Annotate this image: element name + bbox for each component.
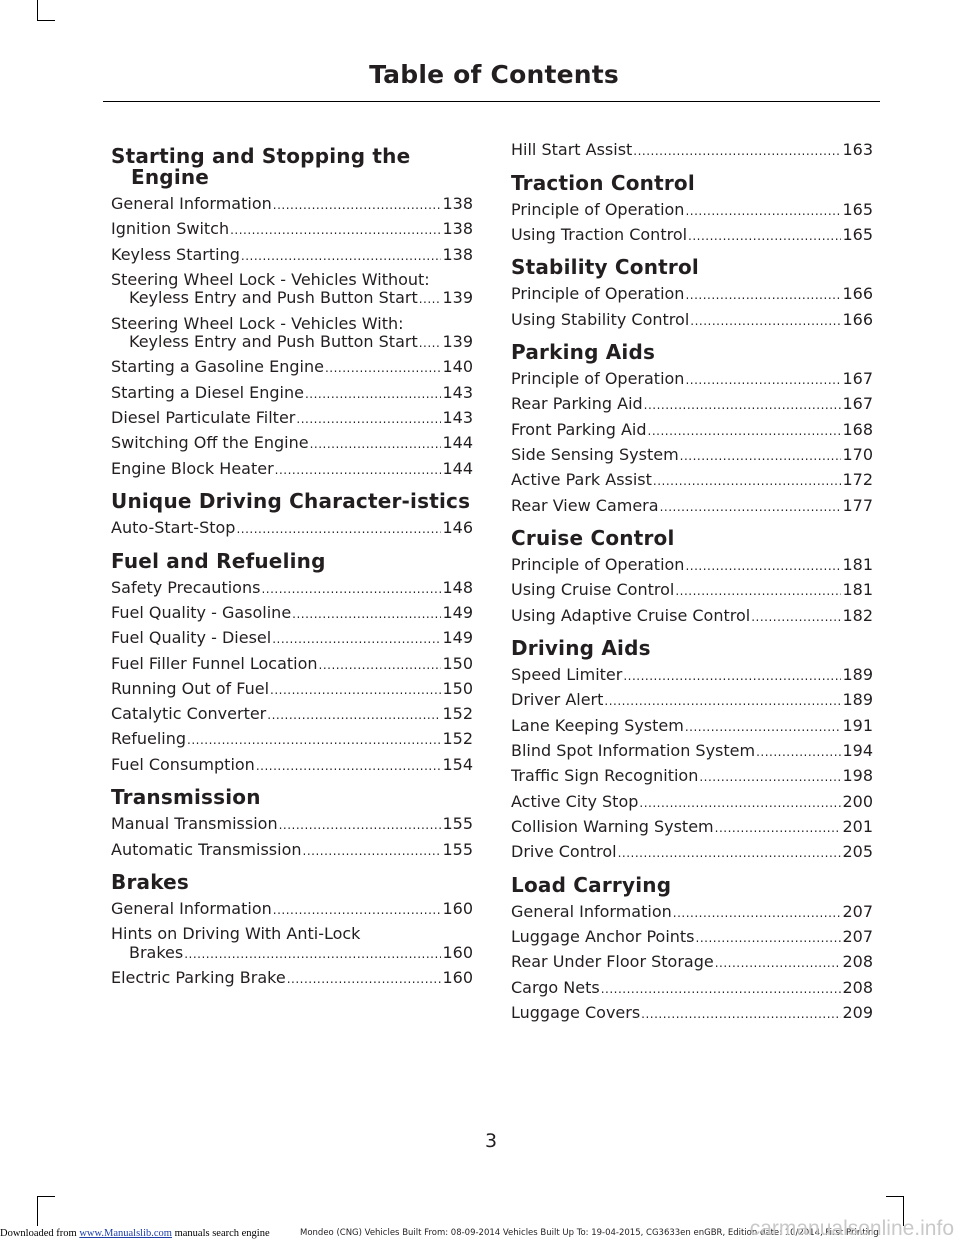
dot-leader	[270, 681, 441, 700]
page-ref: 143	[442, 382, 473, 402]
entry-title: Keyless Starting	[111, 244, 240, 264]
toc-entry[interactable]	[111, 900, 473, 920]
dot-leader	[296, 410, 441, 429]
entry-title: Refueling	[111, 729, 187, 749]
toc-entry[interactable]	[111, 841, 473, 861]
left-column	[111, 140, 473, 1001]
toc-entry[interactable]	[111, 680, 473, 700]
entry-title: Using Stability Control	[511, 309, 690, 329]
crop-mark-bottom-left-v	[37, 1196, 38, 1226]
entry-title: Collision Warning System	[511, 816, 714, 836]
dot-leader	[275, 461, 442, 480]
page-number: 3	[485, 1130, 498, 1152]
toc-entry[interactable]	[511, 421, 873, 441]
entry-title: Hints on Driving With Anti-Lock	[111, 924, 361, 944]
dot-leader	[230, 221, 441, 240]
manual-info-footer: Mondeo (CNG) Vehicles Built From: 08-09-2014 Vehicles Built Up To: 19-04-2015, CG3633en enGBR, Edition date: 10/2014, First Printing	[300, 1228, 879, 1238]
entry-title: Using Adaptive Cruise Control	[511, 605, 751, 625]
toc-entry[interactable]	[511, 497, 873, 517]
toc-entry[interactable]	[111, 220, 473, 240]
entry-title: Using Traction Control	[511, 224, 688, 244]
entry-title: Driver Alert	[511, 690, 604, 710]
dot-leader	[305, 385, 441, 404]
page-ref: 181	[842, 555, 873, 575]
page-ref: 166	[842, 284, 873, 304]
dot-leader	[715, 819, 842, 838]
section-title: Transmission	[111, 785, 261, 810]
dot-leader	[696, 929, 842, 948]
toc-section	[511, 872, 873, 1024]
page-ref: 207	[842, 901, 873, 921]
page-ref: 150	[442, 678, 473, 698]
toc-entry[interactable]	[511, 979, 873, 999]
page-ref: 189	[842, 665, 873, 685]
toc-entry[interactable]	[511, 226, 873, 246]
page-ref: 144	[442, 458, 473, 478]
dot-leader	[633, 142, 841, 161]
page-ref: 138	[442, 244, 473, 264]
toc-section	[111, 872, 473, 989]
dot-leader	[685, 371, 841, 390]
toc-entry[interactable]	[111, 756, 473, 776]
dot-leader	[680, 447, 842, 466]
page-ref: 154	[442, 754, 473, 774]
manualslib-link[interactable]: www.Manualslib.com	[79, 1228, 172, 1239]
toc-entry[interactable]	[111, 519, 473, 539]
page-ref: 138	[442, 194, 473, 213]
dot-leader	[751, 608, 841, 627]
toc-entry[interactable]	[111, 434, 473, 454]
section-title: Stability Control	[511, 255, 699, 280]
dot-leader	[187, 731, 441, 750]
entry-title: Fuel Filler Funnel Location	[111, 653, 318, 673]
page-ref: 207	[842, 927, 873, 947]
entry-title: Fuel Consumption	[111, 754, 255, 774]
toc-entry[interactable]	[111, 384, 473, 404]
entry-title: Speed Limiter	[511, 665, 623, 685]
toc-entry[interactable]	[511, 446, 873, 466]
dot-leader	[688, 227, 841, 246]
entry-title: General Information	[511, 901, 672, 921]
toc-section	[111, 146, 473, 479]
entry-title: Fuel Quality - Gasoline	[111, 602, 292, 622]
entry-title: Running Out of Fuel	[111, 678, 270, 698]
toc-entry[interactable]	[511, 1004, 873, 1024]
entry-title: Traffic Sign Recognition	[511, 766, 699, 786]
entry-title: Steering Wheel Lock - Vehicles With:	[111, 313, 404, 333]
dot-leader	[690, 312, 841, 331]
right-column	[511, 141, 873, 1035]
page-ref: 167	[842, 369, 873, 389]
entry-title: Engine Block Heater	[111, 458, 274, 478]
page-ref: 194	[842, 741, 873, 761]
dot-leader	[184, 945, 441, 964]
toc-entry[interactable]	[511, 556, 873, 576]
toc-entry[interactable]	[111, 195, 473, 215]
dot-leader	[292, 605, 441, 624]
entry-title: Using Cruise Control	[511, 580, 675, 600]
section-title: Starting and Stopping the Engine	[111, 144, 411, 189]
dot-leader	[236, 520, 441, 539]
entry-title: Electric Parking Brake	[111, 968, 286, 988]
toc-entry[interactable]	[111, 969, 473, 989]
entry-title: Steering Wheel Lock - Vehicles Without:	[111, 269, 430, 289]
toc-entry[interactable]	[511, 928, 873, 948]
entry-title: Active Park Assist	[511, 470, 652, 490]
dot-leader	[419, 290, 442, 309]
page-ref: 205	[842, 842, 873, 862]
dot-leader	[660, 498, 842, 517]
entry-title: Safety Precautions	[111, 577, 261, 597]
page-ref: 143	[442, 408, 473, 428]
entry-title: Cargo Nets	[511, 977, 600, 997]
toc-entry[interactable]	[511, 201, 873, 221]
toc-entry[interactable]	[511, 471, 873, 491]
toc-entry[interactable]	[111, 629, 473, 649]
dot-leader	[604, 692, 841, 711]
page-title: Table of Contents	[369, 60, 619, 89]
dot-leader	[256, 757, 442, 776]
toc-entry[interactable]	[511, 717, 873, 737]
entry-title: Luggage Covers	[511, 1002, 641, 1022]
dot-leader	[623, 667, 841, 686]
dot-leader	[644, 396, 842, 415]
brand-watermark: carmanualsonline.info	[749, 1217, 954, 1240]
section-title: Load Carrying	[511, 872, 672, 897]
entry-title: Catalytic Converter	[111, 704, 267, 724]
entry-title: Hill Start Assist	[511, 140, 633, 159]
page-ref: 198	[842, 766, 873, 786]
dot-leader	[685, 718, 842, 737]
section-title: Cruise Control	[511, 526, 675, 551]
toc-entry[interactable]	[511, 141, 873, 161]
page-ref: 208	[842, 952, 873, 972]
dot-leader	[641, 1005, 841, 1024]
crop-mark-top-left-v	[37, 0, 38, 20]
toc-section	[111, 491, 473, 539]
dot-leader	[675, 582, 841, 601]
entry-title: Diesel Particulate Filter	[111, 408, 296, 428]
dot-leader	[261, 580, 441, 599]
entry-title: Principle of Operation	[511, 199, 685, 219]
dot-leader	[673, 904, 842, 923]
page-ref: 139	[442, 332, 473, 352]
page-ref: 144	[442, 433, 473, 453]
toc-entry[interactable]	[511, 767, 873, 787]
page-ref: 150	[442, 653, 473, 673]
toc-section	[511, 257, 873, 330]
page-ref: 191	[842, 715, 873, 735]
toc-entry[interactable]	[111, 815, 473, 835]
dot-leader	[601, 980, 842, 999]
download-suffix: manuals search engine	[171, 1228, 270, 1239]
entry-title: Auto-Start-Stop	[111, 518, 236, 538]
page-ref: 160	[442, 899, 473, 919]
download-prefix: Downloaded from	[0, 1228, 80, 1239]
toc-entry[interactable]	[111, 604, 473, 624]
page-ref: 172	[842, 470, 873, 490]
entry-title: Rear Parking Aid	[511, 394, 643, 414]
dot-leader	[279, 816, 442, 835]
section-title: Unique Driving Character-istics	[111, 489, 471, 514]
toc-entry[interactable]	[511, 311, 873, 331]
section-title: Traction Control	[511, 170, 695, 195]
entry-title: Blind Spot Information System	[511, 741, 756, 761]
section-title: Driving Aids	[511, 636, 651, 661]
toc-entry[interactable]	[511, 370, 873, 390]
page-ref: 165	[842, 199, 873, 219]
page-ref: 138	[442, 219, 473, 239]
entry-title: Luggage Anchor Points	[511, 927, 695, 947]
toc-entry[interactable]	[511, 607, 873, 627]
section-title: Parking Aids	[511, 340, 656, 365]
page-ref: 140	[442, 357, 473, 377]
dot-leader	[273, 196, 442, 215]
entry-title: Active City Stop	[511, 791, 639, 811]
dot-leader	[618, 844, 842, 863]
toc-entry[interactable]	[111, 579, 473, 599]
page-ref: 201	[842, 816, 873, 836]
dot-leader	[685, 202, 841, 221]
toc-section	[111, 787, 473, 860]
crop-mark-bottom-right-h	[886, 1196, 904, 1197]
entry-title: General Information	[111, 194, 272, 213]
page-ref: 152	[442, 704, 473, 724]
entry-title: Ignition Switch	[111, 219, 230, 239]
toc-section	[511, 638, 873, 863]
dot-leader	[653, 472, 842, 491]
dot-leader	[648, 422, 842, 441]
page-ref: 182	[842, 605, 873, 625]
page-ref: 200	[842, 791, 873, 811]
toc-entry[interactable]	[511, 581, 873, 601]
page-ref: 160	[442, 942, 473, 962]
page-ref: 149	[442, 628, 473, 648]
dot-leader	[756, 743, 841, 762]
page-ref: 152	[442, 729, 473, 749]
crop-mark-bottom-left-h	[37, 1196, 55, 1197]
entry-title: Front Parking Aid	[511, 419, 647, 439]
toc-entry[interactable]	[511, 953, 873, 973]
entry-title-continued: Brakes	[129, 942, 184, 962]
page-ref: 155	[442, 814, 473, 834]
download-notice	[0, 1228, 270, 1239]
dot-leader	[639, 794, 841, 813]
dot-leader	[303, 842, 442, 861]
dot-leader	[310, 435, 442, 454]
dot-leader	[685, 557, 841, 576]
toc-entry[interactable]	[111, 655, 473, 675]
toc-entry[interactable]	[111, 730, 473, 750]
header-rule	[103, 101, 880, 102]
dot-leader	[685, 286, 841, 305]
page-ref: 163	[842, 140, 873, 159]
toc-entry[interactable]	[511, 793, 873, 813]
toc-entry[interactable]	[111, 409, 473, 429]
dot-leader	[287, 970, 442, 989]
page-ref: 139	[442, 288, 473, 308]
entry-title: Principle of Operation	[511, 555, 685, 575]
dot-leader	[241, 247, 442, 266]
page-ref: 168	[842, 419, 873, 439]
dot-leader	[267, 706, 441, 725]
page-ref: 148	[442, 577, 473, 597]
page-ref: 155	[442, 839, 473, 859]
entry-title: General Information	[111, 899, 272, 919]
entry-title: Principle of Operation	[511, 284, 685, 304]
entry-title: Rear Under Floor Storage	[511, 952, 714, 972]
toc-entry[interactable]	[111, 358, 473, 378]
toc-entry[interactable]	[111, 925, 473, 963]
page-ref: 209	[842, 1002, 873, 1022]
page-ref: 160	[442, 968, 473, 988]
page-ref: 177	[842, 495, 873, 515]
section-title: Brakes	[111, 870, 190, 895]
page-ref: 146	[442, 518, 473, 538]
entry-title: Rear View Camera	[511, 495, 659, 515]
page-ref: 189	[842, 690, 873, 710]
dot-leader	[715, 954, 842, 973]
toc-entry[interactable]	[111, 705, 473, 725]
entry-title: Principle of Operation	[511, 369, 685, 389]
entry-title: Drive Control	[511, 842, 617, 862]
entry-title: Fuel Quality - Diesel	[111, 628, 272, 648]
page-ref: 166	[842, 309, 873, 329]
toc-entry[interactable]	[511, 691, 873, 711]
toc-entry[interactable]	[111, 315, 473, 353]
entry-title: Side Sensing System	[511, 444, 679, 464]
page-ref: 181	[842, 580, 873, 600]
entry-title: Lane Keeping System	[511, 715, 684, 735]
toc-entry[interactable]	[511, 666, 873, 686]
toc-section	[511, 170, 873, 246]
toc-section	[511, 342, 873, 516]
entry-title-continued: Keyless Entry and Push Button Start	[129, 332, 418, 352]
toc-entry[interactable]	[511, 843, 873, 863]
entry-title: Switching Off the Engine	[111, 433, 309, 453]
entry-title: Starting a Gasoline Engine	[111, 357, 324, 377]
toc-entry[interactable]	[511, 903, 873, 923]
page-ref: 167	[842, 394, 873, 414]
toc-entry[interactable]	[511, 742, 873, 762]
dot-leader	[273, 901, 442, 920]
toc-entry[interactable]	[511, 285, 873, 305]
toc-entry[interactable]	[111, 246, 473, 266]
page-ref: 165	[842, 224, 873, 244]
dot-leader	[699, 768, 841, 787]
dot-leader	[419, 334, 442, 353]
page-ref: 170	[842, 444, 873, 464]
entry-title: Starting a Diesel Engine	[111, 382, 304, 402]
entry-title: Manual Transmission	[111, 814, 278, 834]
toc-entry[interactable]	[111, 460, 473, 480]
toc-section	[111, 548, 473, 776]
crop-mark-top-left-h	[37, 20, 55, 21]
dot-leader	[325, 359, 442, 378]
entry-title: Automatic Transmission	[111, 839, 302, 859]
toc-entry[interactable]	[511, 395, 873, 415]
dot-leader	[272, 630, 441, 649]
toc-entry[interactable]	[511, 818, 873, 838]
section-title: Fuel and Refueling	[111, 548, 326, 573]
toc-section	[511, 141, 873, 161]
toc-section	[511, 528, 873, 626]
entry-title-continued: Keyless Entry and Push Button Start	[129, 288, 418, 308]
page-ref: 208	[842, 977, 873, 997]
dot-leader	[319, 656, 442, 675]
toc-entry[interactable]	[111, 271, 473, 309]
page-ref: 149	[442, 602, 473, 622]
